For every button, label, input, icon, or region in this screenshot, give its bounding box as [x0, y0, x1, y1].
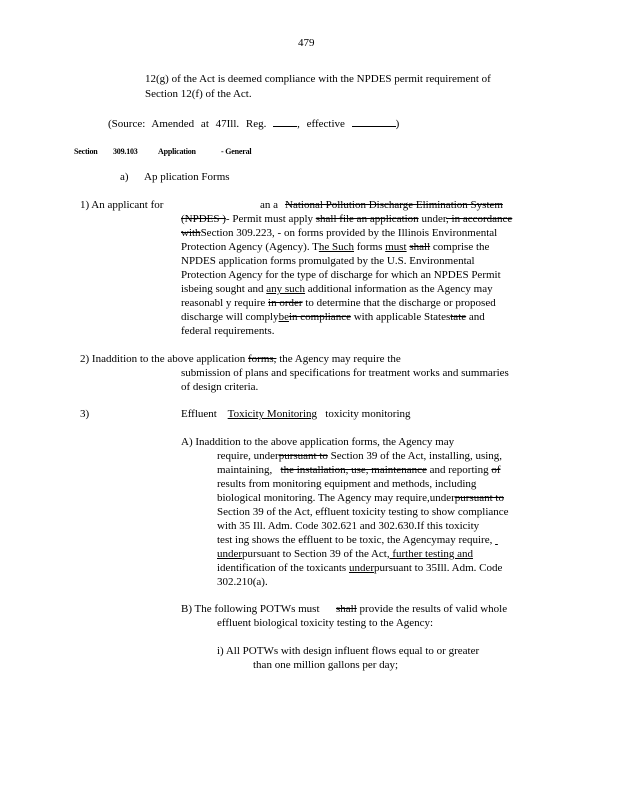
pA-line-1: A) Inaddition to the above application forms, the Agency may: [181, 436, 455, 448]
reg-blank: [273, 116, 297, 127]
pA-line-5: [217, 492, 504, 505]
pA-under-2: under: [217, 548, 243, 560]
p1-be: be: [278, 311, 289, 323]
pA-line-6: Section 39 of the Act, effluent toxicity testing to show compliance: [217, 506, 509, 518]
section-label: Section: [74, 147, 98, 156]
p1-in-accordance: , in accordance: [446, 213, 513, 225]
pB-following: B) The following POTWs must: [181, 603, 320, 615]
p3-effluent: Effluent: [181, 408, 217, 420]
p1-shall-file: shall file an application: [315, 213, 419, 225]
pA-installation-use: the installation, use, maintenance: [280, 464, 427, 476]
subsection-a-label: a): [120, 171, 129, 183]
p1-under: under: [421, 213, 447, 225]
p1-and: and: [468, 311, 485, 323]
p3-label: 3): [80, 408, 90, 420]
pA-of: of: [491, 464, 501, 476]
p1-forms: forms: [356, 241, 383, 253]
section-title: Application: [158, 147, 196, 156]
pA-line-4: results from monitoring equipment and methods, including: [217, 478, 477, 490]
section-subtitle: - General: [221, 147, 252, 156]
p1-line-2: [181, 213, 512, 226]
p1-must: must: [385, 241, 407, 253]
p1-permit-apply: - Permit must apply: [225, 213, 313, 225]
pA-further-testing: further testing and: [389, 548, 474, 560]
section-number: 309.103: [113, 147, 138, 156]
p1-with: with: [181, 227, 201, 239]
p1-line-5: NPDES application forms promulgated by the U.S. Environmental: [181, 255, 475, 267]
pi-line-2: than one million gallons per day;: [253, 659, 399, 671]
p1-line-1: [80, 199, 503, 212]
source-close: ): [395, 118, 400, 130]
pA-identification: identification of the toxicants: [217, 562, 347, 574]
p1-line-4: [181, 241, 489, 254]
pA-line-10: [217, 562, 502, 575]
source-amended: Amended at 47Ill. Reg.: [151, 118, 267, 130]
p2-line-2: submission of plans and specifications for treatment works and summaries: [181, 367, 509, 379]
pA-pursuant-35: pursuant to 35Ill. Adm. Code: [374, 562, 503, 574]
pA-line-11: 302.210(a).: [217, 576, 268, 588]
page-number: 479: [298, 37, 315, 49]
p1-agency: Protection Agency (Agency). T: [181, 241, 319, 253]
p1-any-such: any such: [266, 283, 306, 295]
p1-lead: 1) An applicant for: [80, 199, 164, 211]
p1-line-9: [181, 311, 485, 324]
p2-line-3: of design criteria.: [181, 381, 259, 393]
pA-reporting: and reporting: [429, 464, 489, 476]
pi-line-1: i) All POTWs with design influent flows equal to or greater: [217, 645, 480, 657]
source-label: (Source:: [108, 118, 146, 130]
p1-tate: tate: [450, 311, 467, 323]
p3-toxicity-monitoring-new: toxicity monitoring: [325, 408, 411, 420]
p1-determine: to determine that the discharge or proposed: [305, 297, 496, 309]
p1-section-ref: Section 309.223, - on forms provided by the Illinois Environmental: [200, 227, 498, 239]
p2-forms: forms,: [248, 353, 277, 365]
pB-provide: provide the results of valid whole: [359, 603, 508, 615]
intro-line-2: Section 12(f) of the Act.: [145, 88, 252, 100]
pA-pursuant-to-2: pursuant to: [454, 492, 504, 504]
pA-underline-blank: [495, 534, 498, 546]
p1-applicable: with applicable States: [353, 311, 451, 323]
pA-pursuant-to: pursuant to: [278, 450, 328, 462]
p1-shall: shall: [409, 241, 431, 253]
p1-line-7: [181, 283, 493, 296]
p1-comprise: comprise the: [432, 241, 490, 253]
pA-pursuant-section: pursuant to Section 39 of the Act,: [242, 548, 390, 560]
pA-maintaining: maintaining,: [217, 464, 273, 476]
p1-reasonably: reasonabl y require: [181, 297, 266, 309]
pA-line-8: [217, 534, 498, 547]
pB-line-1: [181, 603, 507, 616]
p1-in-compliance: in compliance: [288, 311, 351, 323]
p1-an-a: an a: [260, 199, 279, 211]
p1-being-sought: isbeing sought and: [181, 283, 264, 295]
pA-line-7: with 35 Ill. Adm. Code 302.621 and 302.630.If this toxicity: [217, 520, 480, 532]
subsection-a-title: Ap plication Forms: [144, 171, 230, 183]
pA-require-under: require, under: [217, 450, 279, 462]
pA-biological: biological monitoring. The Agency may require,under: [217, 492, 455, 504]
effective-blank: [352, 116, 396, 127]
p2-agency-require: the Agency may require the: [279, 353, 401, 365]
pA-line-2: [217, 450, 502, 463]
pA-section-39: Section 39 of the Act, installing, using,: [330, 450, 503, 462]
pA-line-3: [217, 464, 501, 477]
pB-line-2: effluent biological toxicity testing to the Agency:: [217, 617, 434, 629]
p1-line-8: [181, 297, 496, 310]
pA-testing-shows: test ing shows the effluent to be toxic, the Agencymay require,: [217, 534, 493, 546]
p1-line-6: Protection Agency for the type of discharge for which an NPDES Permit: [181, 269, 501, 281]
source-note: [108, 116, 399, 131]
p2-lead: 2) Inaddition to the above application: [80, 353, 246, 365]
p1-will-comply: discharge will comply: [181, 311, 279, 323]
p1-line-10: federal requirements.: [181, 325, 275, 337]
p1-line-3: [181, 227, 497, 240]
intro-line-1: 12(g) of the Act is deemed compliance with the NPDES permit requirement of: [145, 73, 491, 85]
p1-additional: additional information as the Agency may: [307, 283, 493, 295]
p1-in-order: in order: [268, 297, 303, 309]
source-effective: , effective: [297, 118, 345, 130]
pA-under-3: under: [348, 562, 375, 574]
pB-shall: shall: [336, 603, 357, 615]
p1-npdes-full: National Pollution Discharge Elimination System: [285, 199, 503, 211]
p2-line-1: [80, 353, 401, 366]
pA-line-9: [217, 548, 473, 561]
p1-npdes-abbr: (NPDES ): [181, 213, 226, 225]
p1-the-such: he Such: [318, 241, 355, 253]
p3-title: [181, 408, 411, 421]
p3-toxicity-monitoring-old: Toxicity Monitoring: [227, 408, 318, 420]
